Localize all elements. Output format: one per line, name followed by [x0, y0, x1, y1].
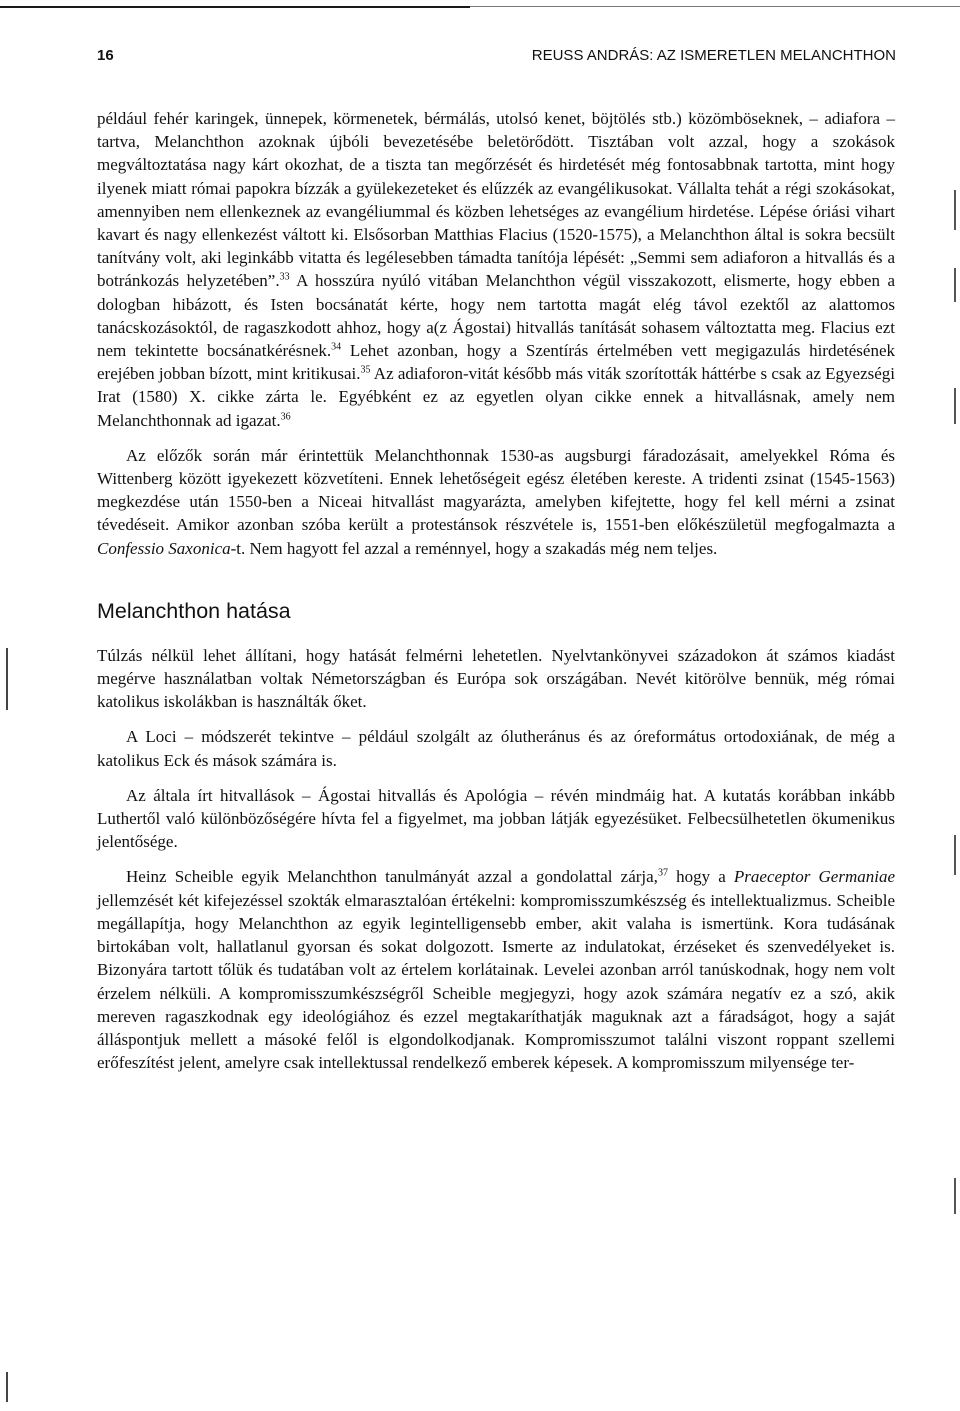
text-run: jellemzését két kifejezéssel szokták elmarasztalóan értékelni: kompromisszumkészség és intellektualizmus. Scheible megállapítja, hogy Melanchthon az egyik legintelligensebb ember, akit valaha is ismertünk. Kora tudásának birtokában volt, hallatlanul gyorsan és sokat dolgozott. Ismerte az indulatokat, érzéseket és szenvedélyeket is. Bizonyára tartott tőlük és tudatában volt az értelem korlátainak. Levelei azonban arról tanúskodnak, hogy nem volt érzelem nélküli. A kompromisszumkészségről Scheible megjegyzi, hogy azok számára negatív ez a szó, akik mereven ragaszkodnak egy ideológiához és ezzel megtakaríthatják maguknak azt a fáradságot, hogy a saját álláspontjuk mellett a másoké felől is elgondolkodjanak. Kompromisszumot találni viszont roppant szellemi erőfeszítést jelent, amelyre csak intellektussal rendelkező emberek képesek. A kompromisszum milyensége ter- [97, 890, 895, 1073]
work-title: Confessio Saxonica [97, 538, 231, 558]
footnote-ref: 35 [360, 364, 371, 376]
running-head: REUSS ANDRÁS: AZ ISMERETLEN MELANCHTHON [531, 47, 896, 64]
left-scan-mark [6, 648, 8, 710]
text-run: Az adiaforon-vitát később más viták szorították háttérbe s csak az Egyezségi Irat (1580) X. cikke zárta le. Egyébként ez az egyetlen olyan cikke ennek a hitvallásnak, amely nem Melanchthonnak ad igazat. [97, 364, 895, 430]
paragraph [97, 865, 895, 1074]
page-number: 16 [97, 47, 114, 64]
text-run: Lehet azonban, hogy a Szentírás értelmében vett megigazulás hirdetésének erejében jobban bízott, mint kritikusai. [97, 341, 895, 384]
paragraph [97, 444, 895, 560]
paragraph: A Loci – módszerét tekintve – például szolgált az ólutheránus és az óreformátus ortodoxiának, de még a katolikus Eck és mások számára is. [97, 727, 895, 770]
top-scan-rule [0, 6, 470, 8]
text-run: Az előzők során már érintettük Melanchthonnak 1530-as augsburgi fáradozásait, amelyekkel Róma és Wittenberg között igyekezett közvetíteni. Ennek lehetőségeit egész életében kereste. A tridenti zsinat (1545-1563) megkezdése után 1550-ben a Niceai hitvallást magyarázta, amelyben kifejtette, hogy fel kell mérni a zsinat tévedéseit. Amikor azonban szóba került a protestánsok részvétele is, 1551-ben előkészületül megfogalmazta a [97, 445, 895, 535]
text-run: -t. Nem hagyott fel azzal a reménnyel, hogy a szakadás még nem teljes. [230, 538, 718, 558]
running-header [97, 47, 896, 69]
margin-scan-mark [954, 388, 956, 424]
margin-scan-mark [954, 190, 956, 230]
footnote-ref: 37 [657, 867, 668, 879]
footnote-ref: 34 [331, 341, 342, 353]
paragraph: Az általa írt hitvallások – Ágostai hitvallás és Apológia – révén mindmáig hat. A kutatás korábban inkább Luthertől való különbözőségére hívta fel a figyelmet, ma jobban látják egyezésüket. Felbecsülhetetlen ökumenikus jelentősége. [97, 785, 895, 852]
margin-scan-mark [954, 835, 956, 875]
section-heading: Melanchthon hatása [97, 598, 291, 623]
body-text [97, 107, 895, 1074]
footnote-ref: 33 [279, 271, 290, 283]
text-run: A hosszúra nyúló vitában Melanchthon végül visszakozott, elismerte, hogy ebben a dologban hibázott, és Isten bocsánatát kérte, hogy nem tartotta magát elég távol ezektől az alattomos tanácskozásoktól, de ragaszkodott ahhoz, hogy a(z Ágostai) hitvallás tanítását sohasem változtatta meg. Flacius ezt nem tekintette bocsánatkérésnek. [97, 271, 895, 361]
paragraph: Túlzás nélkül lehet állítani, hogy hatását felmérni lehetetlen. Nyelvtankönyvei századokon át számos kiadást megérve használatban voltak Németországban és Európa sok országában. Nevét kitörölve bennük, még római katolikus iskolákban is használták őket. [97, 645, 895, 712]
text-run: hogy a [667, 867, 734, 887]
footnote-ref: 36 [280, 410, 291, 422]
margin-scan-mark [954, 1178, 956, 1214]
paragraph [97, 107, 895, 432]
text-run: Heinz Scheible egyik Melanchthon tanulmányát azzal a gondolattal zárja, [126, 867, 658, 887]
left-scan-mark [6, 1372, 8, 1402]
top-scan-rule-faint [470, 6, 960, 7]
text-run: például fehér karingek, ünnepek, körmenetek, bérmálás, utolsó kenet, böjtölés stb.) közömböseknek, – adiafora – tartva, Melanchthon azoknak újbóli bevezetésébe beletörődött. Tisztában volt azzal, hogy a szokások megváltoztatása nagy kárt okozhat, de a tiszta tan megőrzését és hirdetését még fontosabbnak tartotta, mint hogy ilyenek miatt római papokra bízzák a gyülekezeteket és elűzzék az evangélikusokat. Vállalta tehát a régi szokásokat, amennyiben nem ellenkeznek az evangéliummal és közben lehetséges az evangélium hirdetése. Lépése óriási vihart kavart és nagy ellenkezést váltott ki. Elsősorban Matthias Flacius (1520-1575), a Melanchthon által is sokra becsült tanítvány volt, aki leginkább vitatta és legélesebben támadta tanítója lépését: „Semmi sem adiaforon a hitvallás és a botránkozás helyzetében”. [97, 109, 895, 291]
work-title: Praeceptor Germaniae [733, 867, 896, 887]
margin-scan-mark [954, 268, 956, 302]
